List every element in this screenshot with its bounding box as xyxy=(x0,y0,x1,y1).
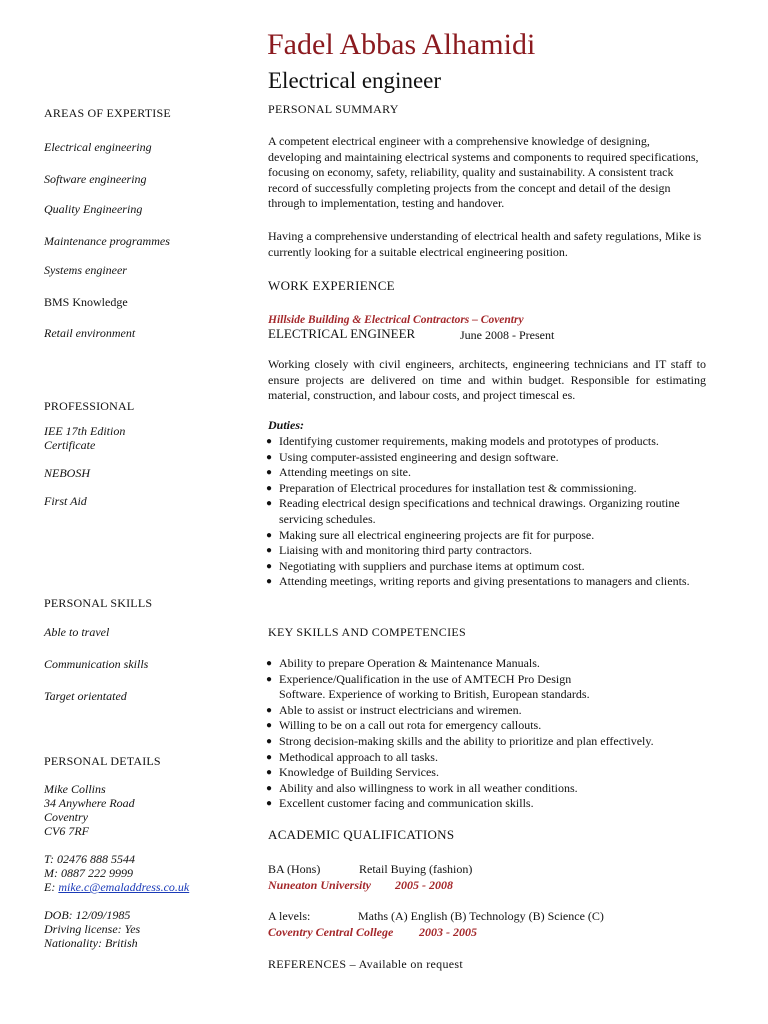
expertise-item: BMS Knowledge xyxy=(44,295,128,309)
expertise-item: Retail environment xyxy=(44,326,136,340)
list-item: ● Able to assist or instruct electricians and wiremen. xyxy=(266,702,522,717)
references-text: REFERENCES – Available on request xyxy=(268,957,463,971)
skill-item: Communication skills xyxy=(44,657,149,671)
list-item: ● Using computer-assisted engineering and design software. xyxy=(266,449,559,464)
university-dates: 2005 - 2008 xyxy=(395,878,453,892)
list-item: ● Liaising with and monitoring third party contractors. xyxy=(266,543,532,558)
list-item: ● Making sure all electrical engineering projects are fit for purpose. xyxy=(266,527,595,542)
list-item: ● Attending meetings on site. xyxy=(266,465,411,480)
address-block xyxy=(44,782,135,838)
bullet-icon: ● xyxy=(266,451,273,463)
bullet-icon: ● xyxy=(266,782,273,794)
expertise-item: Software engineering xyxy=(44,172,147,186)
bullet-icon: ● xyxy=(266,529,273,541)
professional-item: Certificate xyxy=(44,438,96,452)
skill-item: Target orientated xyxy=(44,689,127,703)
list-item: ● Strong decision-making skills and the ability to prioritize and plan effectively. xyxy=(266,733,654,748)
professional-heading: PROFESSIONAL xyxy=(44,399,135,413)
bullet-icon: ● xyxy=(266,704,273,716)
expertise-heading: AREAS OF EXPERTISE xyxy=(44,106,171,120)
address-line: 34 Anywhere Road xyxy=(44,796,135,810)
bullet-icon: ● xyxy=(266,673,273,685)
bullet-icon: ● xyxy=(266,498,273,510)
skills-heading: PERSONAL SKILLS xyxy=(44,596,153,610)
expertise-item: Maintenance programmes xyxy=(44,234,170,248)
mobile-text: M: 0887 222 9999 xyxy=(44,866,133,880)
key-skills-list xyxy=(265,656,690,812)
list-item: ● Experience/Qualification in the use of AMTECH Pro Design Software. Experience of working to British, European standards. xyxy=(266,671,590,702)
list-item: ● Negotiating with suppliers and purchase items at optimum cost. xyxy=(266,558,585,573)
list-item: ● Ability to prepare Operation & Maintenance Manuals. xyxy=(266,656,540,670)
personal-info-block xyxy=(44,908,140,950)
candidate-name: Fadel Abbas Alhamidi xyxy=(267,28,536,61)
address-line: CV6 7RF xyxy=(44,824,89,838)
bullet-icon: ● xyxy=(266,751,273,763)
list-item: ● Attending meetings, writing reports and giving presentations to managers and clients. xyxy=(266,574,690,589)
college-name: Coventry Central College xyxy=(268,925,394,939)
bullet-icon: ● xyxy=(266,576,273,588)
list-item: ● Willing to be on a call out rota for emergency callouts. xyxy=(266,718,542,733)
list-item: ● Reading electrical design specifications and technical drawings. Organizing routine servicing schedules. xyxy=(266,496,680,526)
alevels-subjects: Maths (A) English (B) Technology (B) Science (C) xyxy=(358,909,604,923)
key-skills-heading: KEY SKILLS AND COMPETENCIES xyxy=(268,625,466,639)
list-item: ● Ability and also willingness to work in all weather conditions. xyxy=(266,780,578,795)
phone-text: T: 02476 888 5544 xyxy=(44,852,136,866)
list-item: ● Preparation of Electrical procedures for installation test & commissioning. xyxy=(266,480,637,495)
degree-type: BA (Hons) xyxy=(268,862,321,876)
details-heading: PERSONAL DETAILS xyxy=(44,754,161,768)
degree-subject: Retail Buying (fashion) xyxy=(359,862,473,876)
job-title-heading: Electrical engineer xyxy=(268,68,442,93)
professional-item: NEBOSH xyxy=(44,466,90,480)
expertise-item: Electrical engineering xyxy=(44,140,152,154)
bullet-icon: ● xyxy=(266,436,273,447)
bullet-icon: ● xyxy=(266,658,273,669)
email-prefix: E: xyxy=(44,880,59,894)
email-link[interactable]: mike.c@emaladdress.co.uk xyxy=(58,880,190,894)
bullet-icon: ● xyxy=(266,482,273,494)
email-line xyxy=(44,880,189,894)
company-name: Hillside Building & Electrical Contractors – Coventry xyxy=(268,314,524,326)
list-item: ● Knowledge of Building Services. xyxy=(266,765,439,780)
expertise-item: Quality Engineering xyxy=(44,202,143,216)
bullet-icon: ● xyxy=(266,798,273,810)
experience-heading: WORK EXPERIENCE xyxy=(268,278,395,293)
job-description: Working closely with civil engineers, architects, engineering technicians and IT staff to ensure projects are delivered on time and within budget. Responsible for estimating material, construction, and labour costs, and project timescal es. xyxy=(268,357,706,402)
address-line: Coventry xyxy=(44,810,88,824)
duties-heading: Duties: xyxy=(268,418,304,432)
list-item: ● Methodical approach to all tasks. xyxy=(266,749,438,764)
contact-block xyxy=(44,852,189,894)
driving-text: Driving license: Yes xyxy=(44,922,141,936)
nationality-text: Nationality: British xyxy=(44,936,138,950)
academic-heading: ACADEMIC QUALIFICATIONS xyxy=(268,827,455,842)
skill-item: Able to travel xyxy=(44,625,110,639)
bullet-icon: ● xyxy=(266,767,273,779)
alevels-label: A levels: xyxy=(268,909,311,923)
bullet-icon: ● xyxy=(266,560,273,572)
bullet-icon: ● xyxy=(266,720,273,732)
summary-heading: PERSONAL SUMMARY xyxy=(268,102,399,116)
list-item: ● Excellent customer facing and communication skills. xyxy=(266,796,534,811)
summary-paragraph-2: Having a comprehensive understanding of electrical health and safety regulations, Mike is currently looking for a suitable electrical engineering position. xyxy=(268,229,702,259)
bullet-icon: ● xyxy=(266,545,273,557)
expertise-item: Systems engineer xyxy=(44,263,127,277)
college-dates: 2003 - 2005 xyxy=(419,925,477,939)
list-item: ● Identifying customer requirements, making models and prototypes of products. xyxy=(266,434,659,448)
professional-item: First Aid xyxy=(44,494,87,508)
dob-text: DOB: 12/09/1985 xyxy=(44,908,131,922)
bullet-icon: ● xyxy=(266,467,273,479)
job-dates: June 2008 - Present xyxy=(460,328,555,342)
address-line: Mike Collins xyxy=(44,782,106,796)
university-name: Nuneaton University xyxy=(268,878,372,892)
duties-list xyxy=(265,434,710,590)
professional-item: IEE 17th Edition xyxy=(44,424,126,438)
bullet-icon: ● xyxy=(266,735,273,747)
summary-paragraph-1: A competent electrical engineer with a comprehensive knowledge of designing, developing and maintaining electrical systems and components to required specifications, focusing on economy, safety, reliability, quality and sustainability. A consistent track record of successfully completing projects from the concept and detail of the design through to implementation, testing and handover. xyxy=(268,134,699,210)
job-title: ELECTRICAL ENGINEER xyxy=(268,326,416,341)
